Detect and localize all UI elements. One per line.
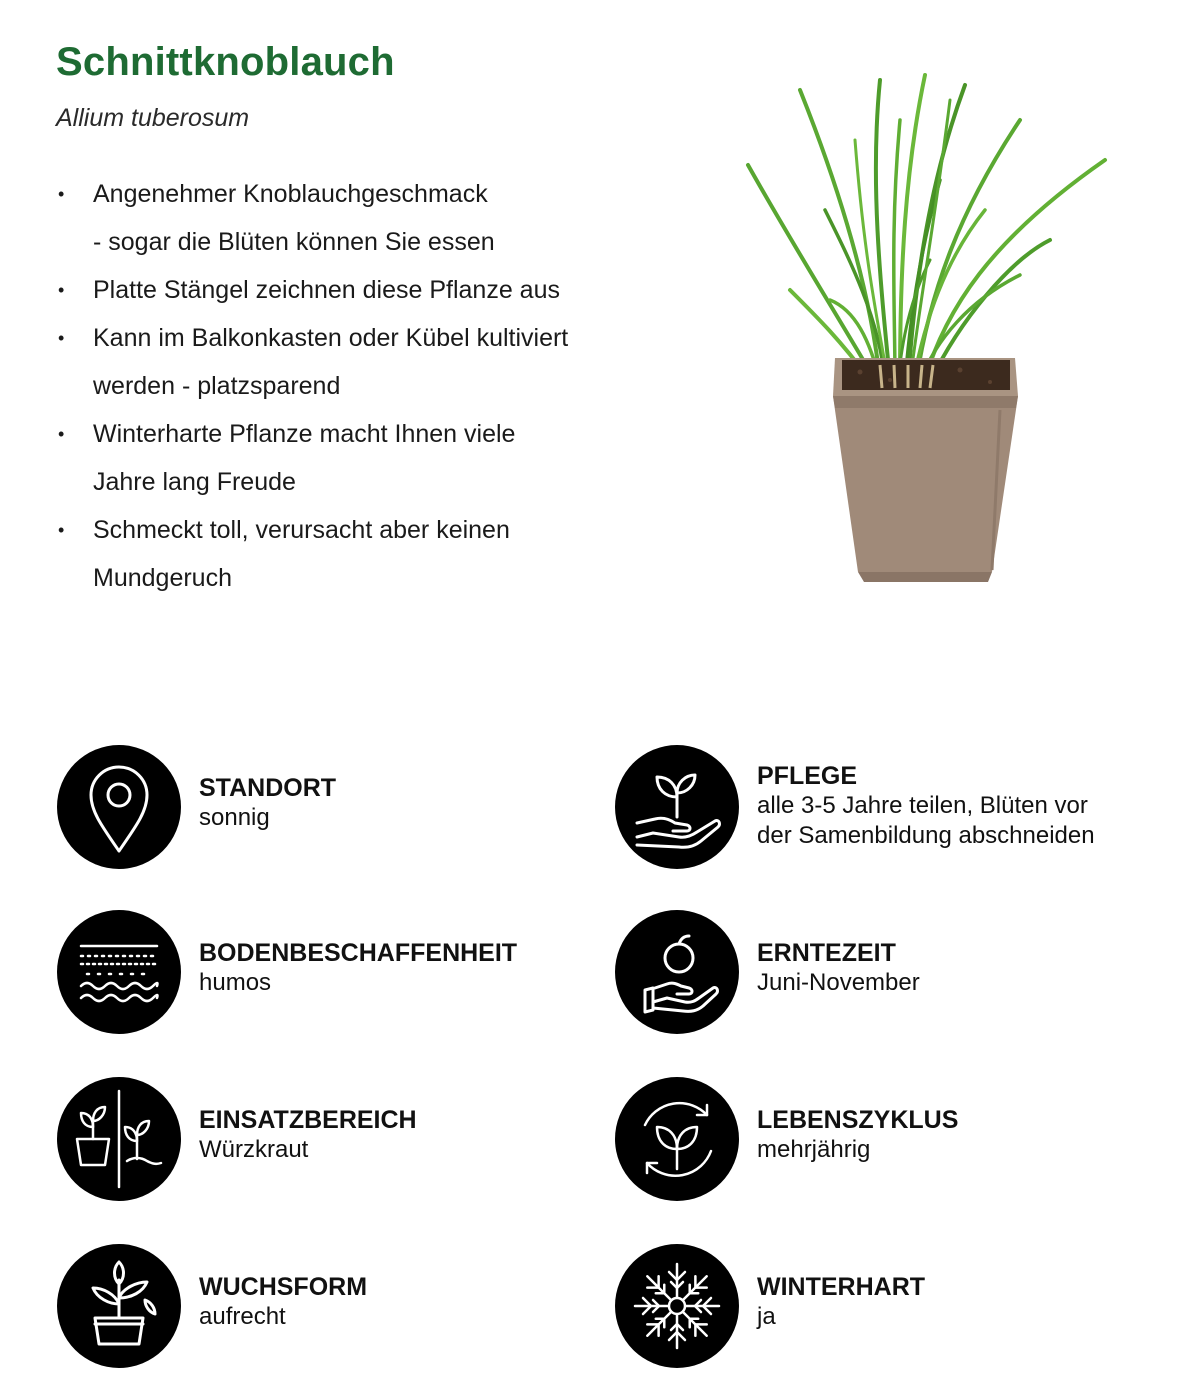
bullet-line: Winterharte Pflanze macht Ihnen viele bbox=[93, 420, 516, 448]
product-image-potted-chives bbox=[730, 60, 1130, 590]
feature-value: mehrjährig bbox=[757, 1136, 871, 1163]
feature-value: alle 3-5 Jahre teilen, Blüten vor bbox=[757, 792, 1088, 819]
bullet-marker: • bbox=[58, 520, 65, 540]
pot-and-ground-plant-icon bbox=[57, 1077, 181, 1201]
bullet-line: werden - platzsparend bbox=[93, 372, 341, 400]
feature-value: sonnig bbox=[199, 804, 270, 831]
bullet-line: Jahre lang Freude bbox=[93, 468, 296, 496]
bullet-line: Angenehmer Knoblauchgeschmack bbox=[93, 180, 488, 208]
feature-winter bbox=[615, 1244, 1175, 1369]
bullet-marker: • bbox=[58, 184, 65, 204]
snowflake-icon bbox=[615, 1244, 739, 1368]
feature-value: Würzkraut bbox=[199, 1136, 309, 1163]
product-title: Schnittknoblauch bbox=[56, 40, 395, 84]
soil-layers-icon bbox=[57, 910, 181, 1034]
latin-name: Allium tuberosum bbox=[56, 104, 250, 132]
bullet-line: - sogar die Blüten können Sie essen bbox=[93, 228, 495, 256]
bullet-marker: • bbox=[58, 280, 65, 300]
bullet-line: Platte Stängel zeichnen diese Pflanze aus bbox=[93, 276, 560, 304]
feature-title: EINSATZBEREICH bbox=[199, 1106, 417, 1134]
feature-ernte bbox=[615, 910, 1175, 1035]
feature-title: WUCHSFORM bbox=[199, 1273, 368, 1301]
feature-pflege bbox=[615, 745, 1175, 870]
bullet-line: Mundgeruch bbox=[93, 564, 232, 592]
feature-title: ERNTEZEIT bbox=[757, 939, 896, 967]
seedling-hand-icon bbox=[615, 745, 739, 869]
feature-value: aufrecht bbox=[199, 1303, 286, 1330]
bullet-item bbox=[56, 170, 656, 266]
feature-value: Juni-November bbox=[757, 969, 920, 996]
bullet-item bbox=[56, 314, 656, 410]
feature-value: der Samenbildung abschneiden bbox=[757, 822, 1095, 849]
cycle-leaf-icon bbox=[615, 1077, 739, 1201]
feature-einsatz bbox=[57, 1077, 617, 1202]
feature-bullet-list bbox=[56, 170, 656, 602]
feature-value: humos bbox=[199, 969, 272, 996]
feature-value: ja bbox=[757, 1303, 776, 1330]
feature-title: STANDORT bbox=[199, 774, 337, 802]
bullet-item bbox=[56, 410, 656, 506]
feature-title: BODENBESCHAFFENHEIT bbox=[199, 939, 518, 967]
feature-leben bbox=[615, 1077, 1175, 1202]
potted-plant-icon bbox=[57, 1244, 181, 1368]
feature-title: PFLEGE bbox=[757, 762, 858, 790]
bullet-item bbox=[56, 266, 656, 314]
bullet-item bbox=[56, 506, 656, 602]
bullet-line: Schmeckt toll, verursacht aber keinen bbox=[93, 516, 510, 544]
feature-wuchs bbox=[57, 1244, 617, 1369]
bullet-marker: • bbox=[58, 424, 65, 444]
feature-boden bbox=[57, 910, 617, 1035]
feature-title: LEBENSZYKLUS bbox=[757, 1106, 959, 1134]
feature-title: WINTERHART bbox=[757, 1273, 926, 1301]
fruit-hand-icon bbox=[615, 910, 739, 1034]
bullet-marker: • bbox=[58, 328, 65, 348]
location-pin-icon bbox=[57, 745, 181, 869]
bullet-line: Kann im Balkonkasten oder Kübel kultiviert bbox=[93, 324, 569, 352]
feature-standort bbox=[57, 745, 617, 870]
